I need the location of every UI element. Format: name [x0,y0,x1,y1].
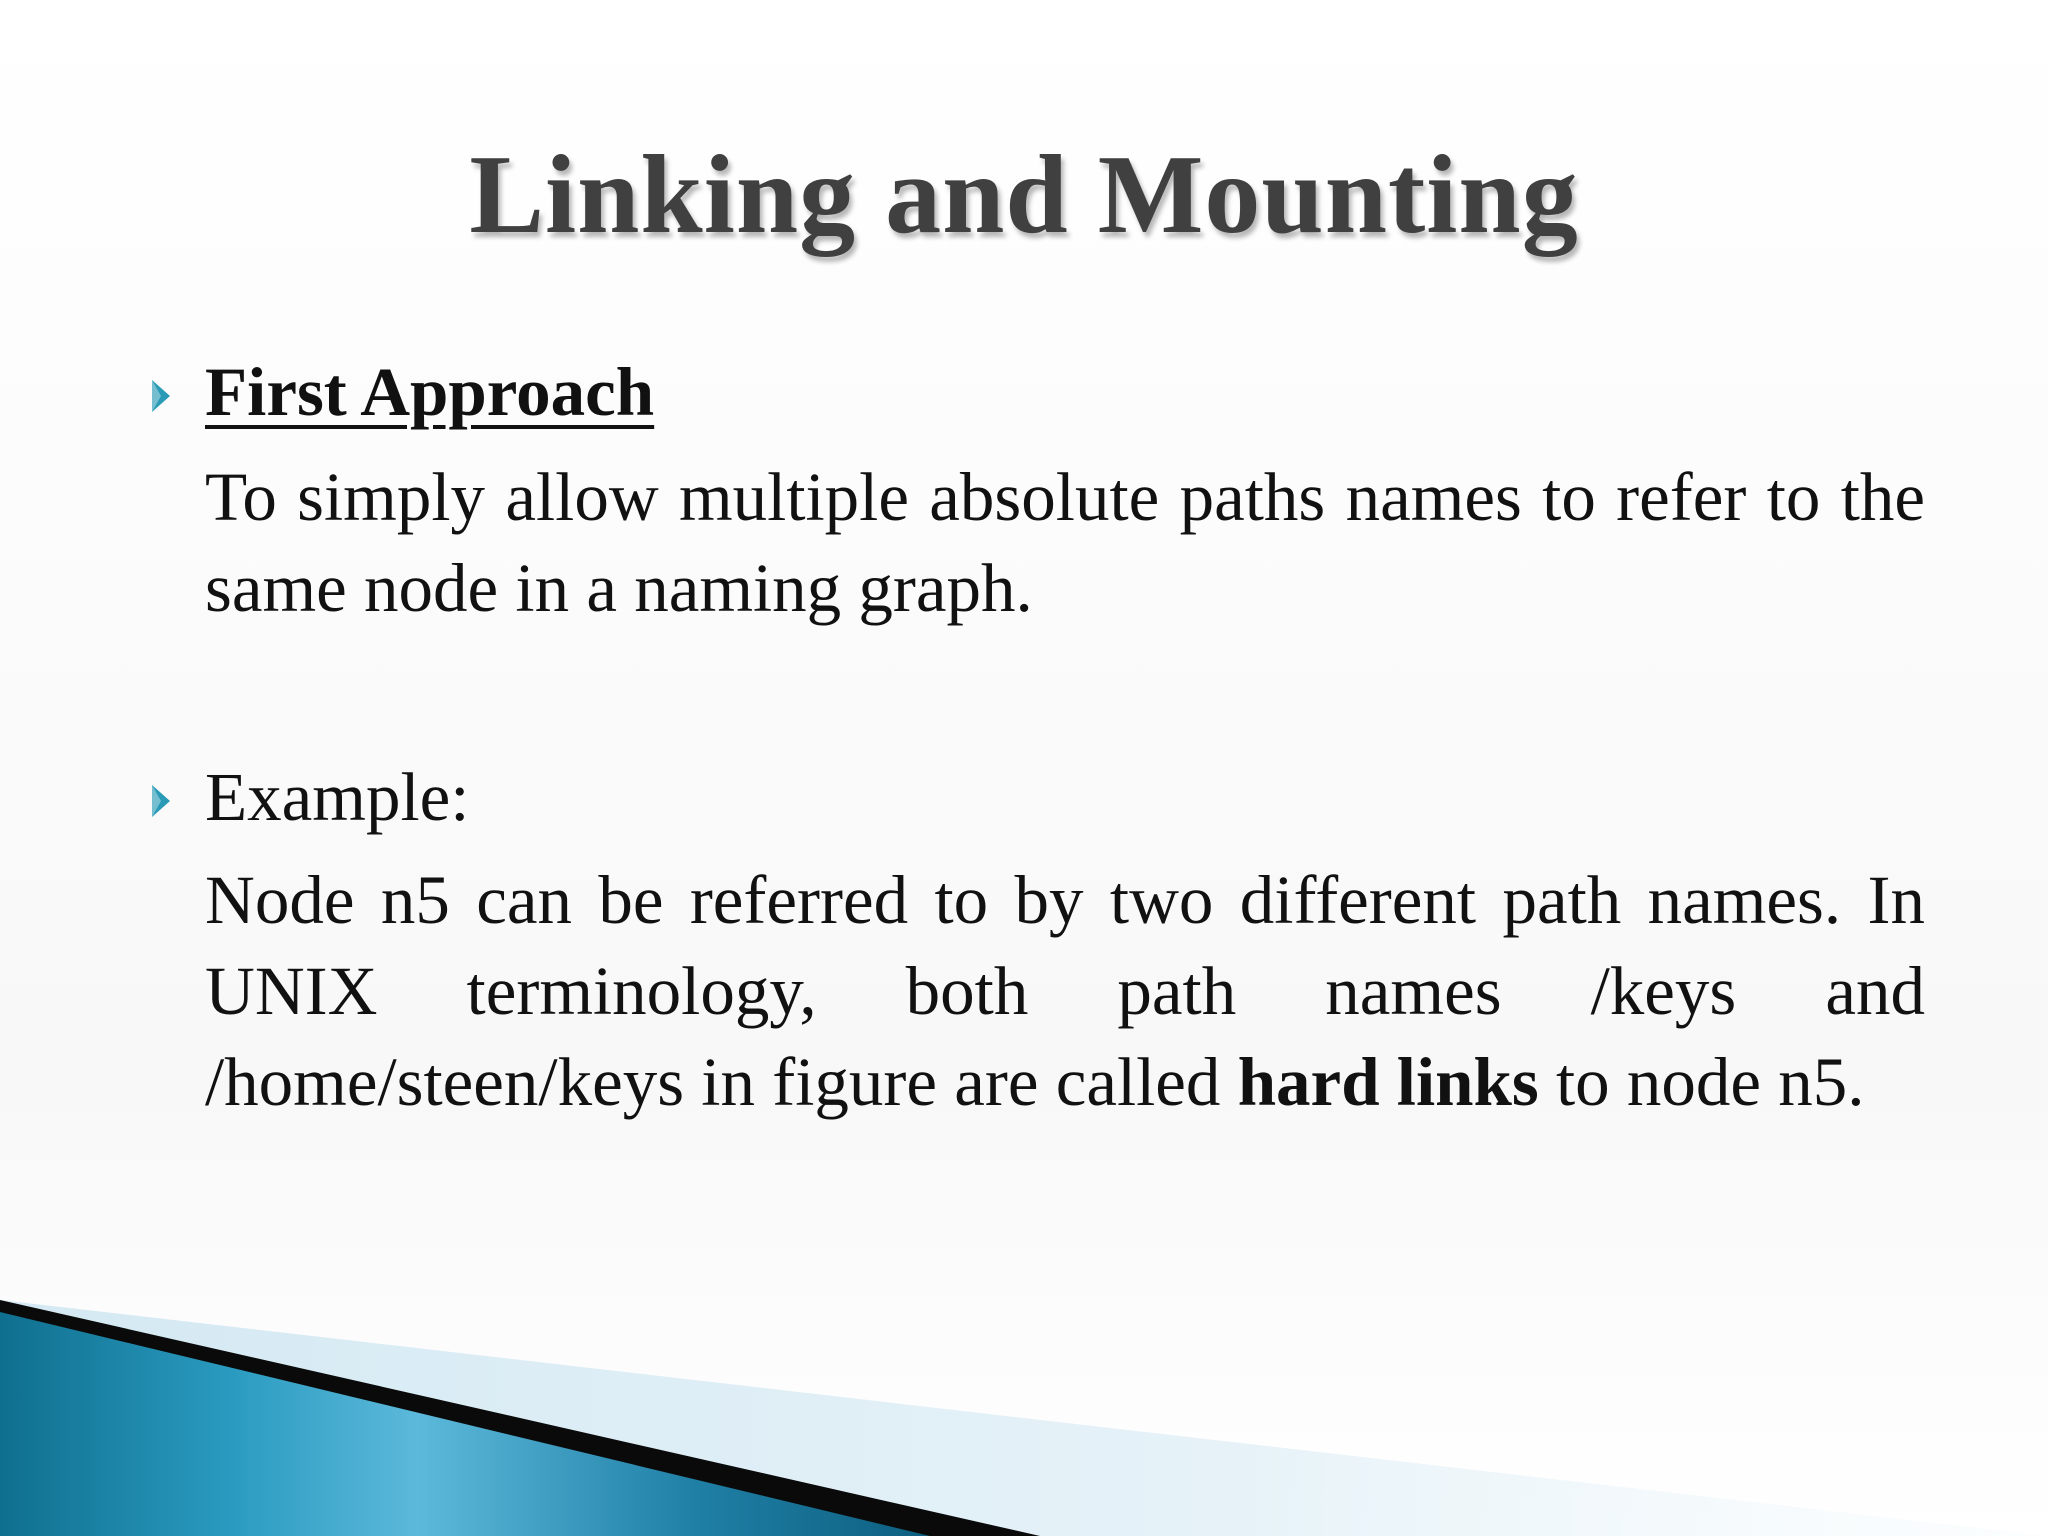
bullet-heading-first-approach: First Approach [205,354,655,430]
decorative-swoosh [0,1270,2048,1536]
bullet-body-example [205,855,1925,1128]
bullet-arrow-icon [152,380,170,412]
bullet-body-first-approach: To simply allow multiple absolute paths names to refer to the same node in a naming graph. [205,459,1925,626]
example-text-part2: to node n5. [1538,1044,1865,1120]
bullet-arrow-icon [152,785,170,817]
hard-links-term: hard links [1237,1044,1539,1120]
slide-title: Linking and Mounting [469,133,1579,257]
bullet-heading-example: Example: [205,759,470,835]
example-text-part1: Node n5 can be referred to by two different path names. In UNIX terminology, both path names /keys and /home/steen/keys in figure are called [205,862,1925,1120]
